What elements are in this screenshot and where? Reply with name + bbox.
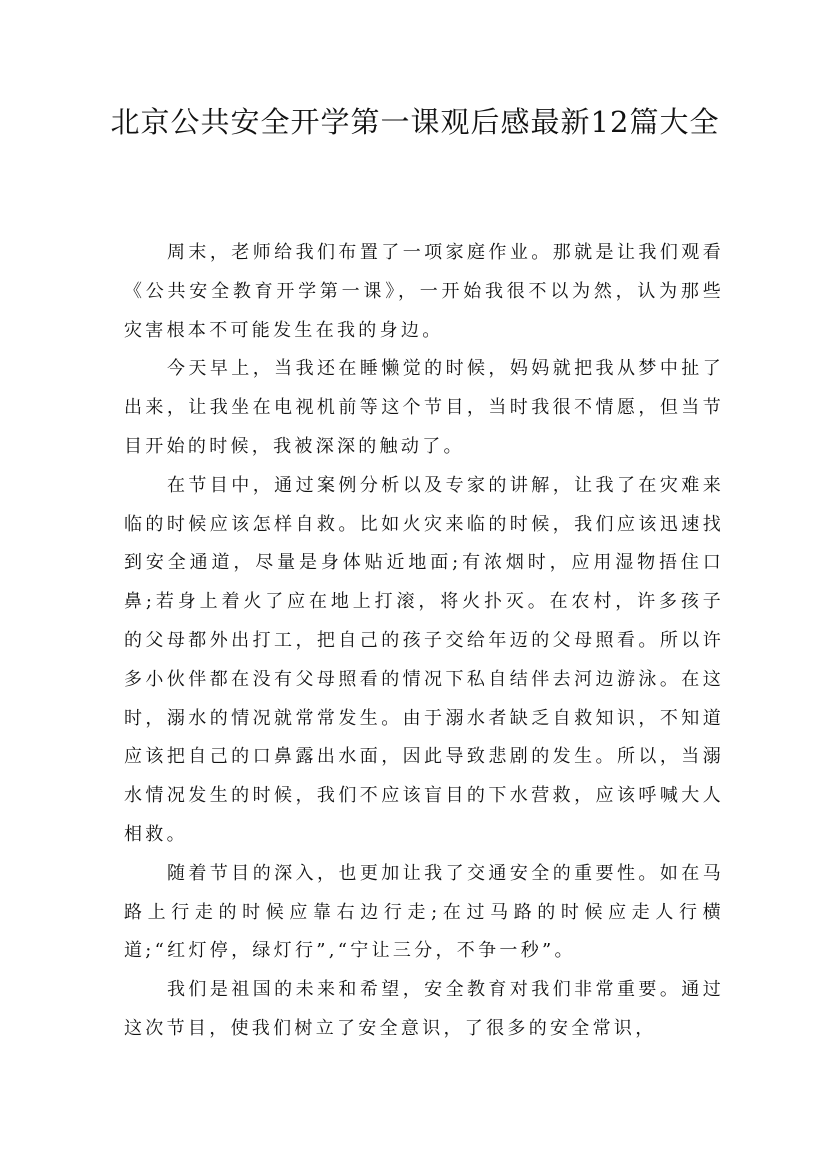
paragraph-2: 今天早上，当我还在睡懒觉的时候，妈妈就把我从梦中扯了出来，让我坐在电视机前等这个节目，当时我很不情愿，但当节目开始的时候，我被深深的触动了。 bbox=[124, 358, 724, 457]
document-title: 北京公共安全开学第一课观后感最新12篇大全 bbox=[110, 105, 720, 139]
document-body bbox=[124, 234, 724, 1049]
paragraph-4: 随着节目的深入，也更加让我了交通安全的重要性。如在马路上行走的时候应靠右边行走;在过马路的时候应走人行横道;“红灯停，绿灯行”,“宁让三分，不争一秒”。 bbox=[124, 862, 724, 962]
paragraph-1: 周末，老师给我们布置了一项家庭作业。那就是让我们观看《公共安全教育开学第一课》，一开始我很不以为然，认为那些灾害根本不可能发生在我的身边。 bbox=[124, 242, 724, 341]
paragraph-3: 在节目中，通过案例分析以及专家的讲解，让我了在灾难来临的时候应该怎样自救。比如火灾来临的时候，我们应该迅速找到安全通道，尽量是身体贴近地面;有浓烟时，应用湿物捂住口鼻;若身上着火了应在地上打滚，将火扑灭。在农村，许多孩子的父母都外出打工，把自己的孩子交给年迈的父母照看。所以许多小伙伴都在没有父母照看的情况下私自结伴去河边游泳。在这时，溺水的情况就常常发生。由于溺水者缺乏自救知识，不知道应该把自己的口鼻露出水面，因此导致悲剧的发生。所以，当溺水情况发生的时候，我们不应该盲目的下水营救，应该呼喊大人相救。 bbox=[124, 474, 724, 845]
paragraph-5: 我们是祖国的未来和希望，安全教育对我们非常重要。通过这次节目，使我们树立了安全意识，了很多的安全常识， bbox=[124, 979, 724, 1039]
